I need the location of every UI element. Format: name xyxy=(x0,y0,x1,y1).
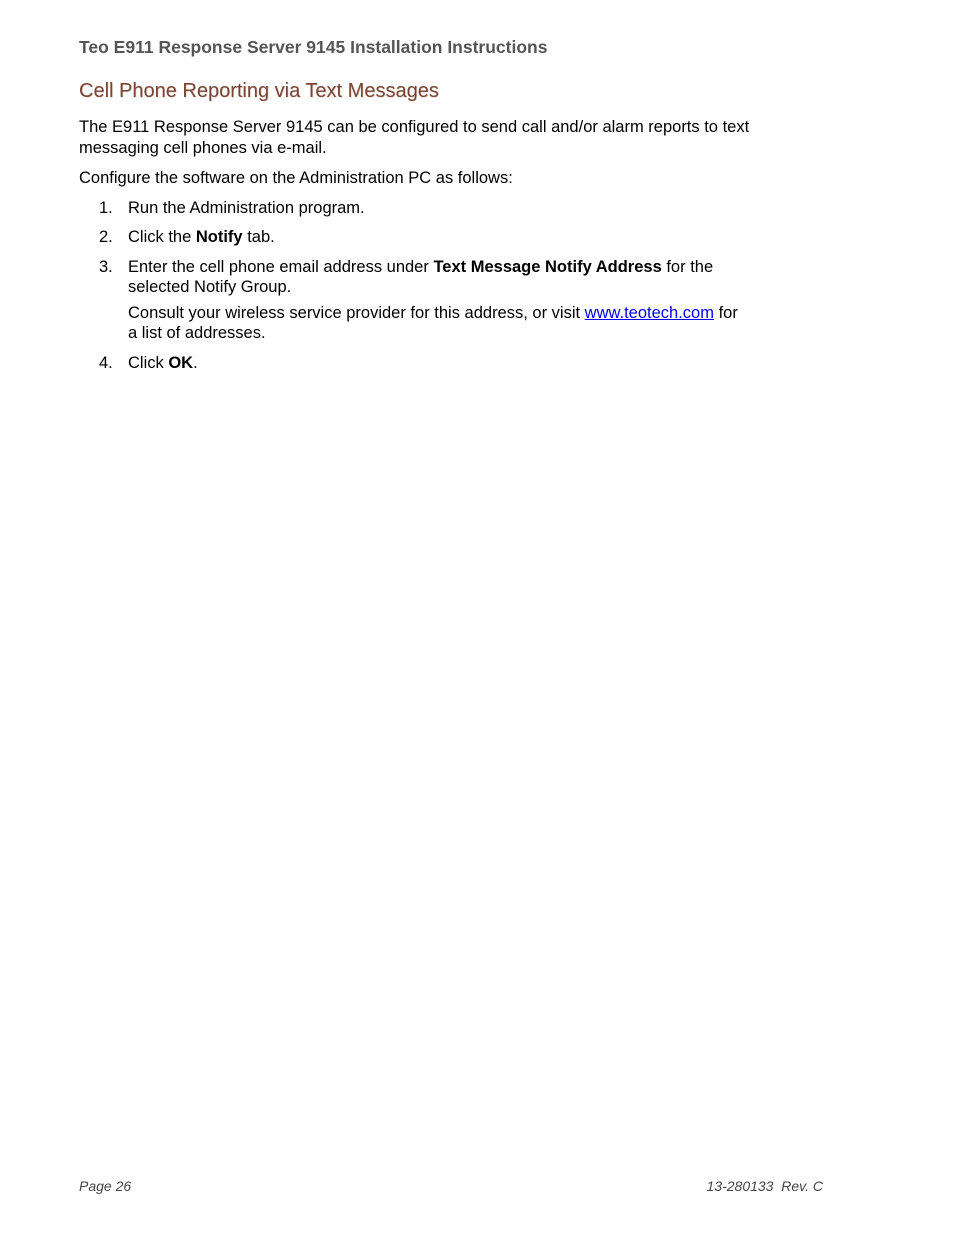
step-text-before: Enter the cell phone email address under xyxy=(128,257,434,276)
notify-tab-label: Notify xyxy=(195,228,243,246)
step-number: 2. xyxy=(99,228,113,246)
document-header-title: Teo E911 Response Server 9145 Installation Instructions xyxy=(79,37,548,57)
text-message-notify-address-label: Text Message Notify Address xyxy=(433,257,662,276)
step-text-line-2: selected Notify Group. xyxy=(128,278,292,296)
intro-line-1: The E911 Response Server 9145 can be configured to send call and/or alarm reports to text xyxy=(79,118,750,136)
step-sub-text-after: for xyxy=(713,303,738,322)
intro-paragraph xyxy=(79,117,824,158)
step-sub-text-before: Consult your wireless service provider for this address, or visit xyxy=(128,303,585,322)
config-paragraph: Configure the software on the Administration PC as follows: xyxy=(79,169,513,187)
step-sub-line-2: a list of addresses. xyxy=(128,324,266,342)
step-2 xyxy=(79,227,824,248)
step-number: 1. xyxy=(99,198,113,217)
step-number: 4. xyxy=(99,353,113,372)
step-number: 3. xyxy=(99,257,113,276)
step-text-after: tab. xyxy=(242,228,275,246)
step-text-after: . xyxy=(193,353,198,372)
step-text-after: for the xyxy=(661,257,714,276)
intro-line-2: messaging cell phones via e-mail. xyxy=(79,138,327,157)
teotech-link[interactable]: www.teotech.com xyxy=(584,303,714,322)
section-heading: Cell Phone Reporting via Text Messages xyxy=(79,80,439,102)
steps-list xyxy=(79,198,824,374)
main-content xyxy=(79,117,824,382)
step-text: Run the Administration program. xyxy=(128,198,365,217)
footer-page-number: Page 26 xyxy=(79,1178,132,1194)
ok-button-label: OK xyxy=(168,353,194,372)
step-3 xyxy=(79,257,824,344)
step-4 xyxy=(79,353,824,374)
step-text-before: Click xyxy=(128,353,169,372)
step-1 xyxy=(79,198,824,219)
step-text-before: Click the xyxy=(128,228,196,246)
footer-doc-number: 13-280133 Rev. C xyxy=(706,1178,823,1194)
